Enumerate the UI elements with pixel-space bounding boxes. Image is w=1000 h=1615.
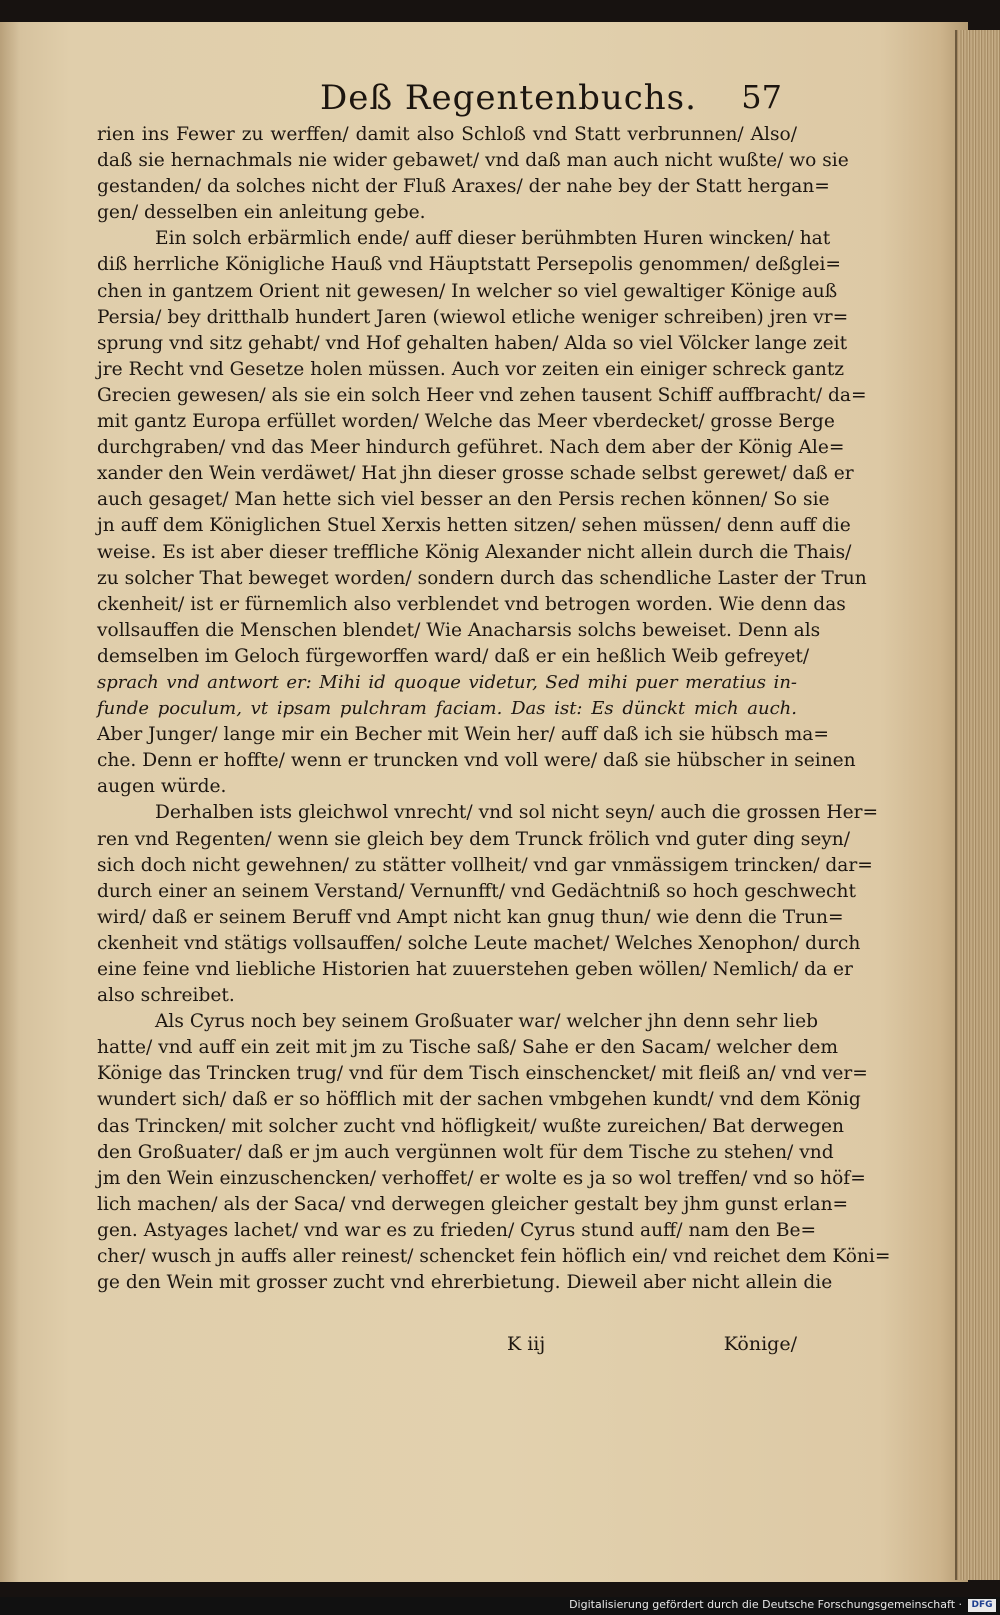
text-line: jn auff dem Königlichen Stuel Xerxis hetten sitzen/ sehen müssen/ denn auff die [97,515,851,537]
text-line: daß sie hernachmals nie wider gebawet/ vnd daß man auch nicht wußte/ wo sie [97,150,849,172]
text-line: xander den Wein verdäwet/ Hat jhn dieser grosse schade selbst gerewet/ daß er [97,463,854,485]
text-line: Könige das Trincken trug/ vnd für dem Tisch einschencket/ mit fleiß an/ vnd ver= [97,1063,868,1085]
running-title: Deß Regentenbuchs. [320,78,697,118]
text-line: durch einer an seinem Verstand/ Vernunfft/ vnd Gedächtniß so hoch geschwecht [97,880,856,902]
text-line: zu solcher That beweget worden/ sondern durch das schendliche Laster der Trun [97,567,867,589]
text-line: sprung vnd sitz gehabt/ vnd Hof gehalten haben/ Alda so viel Völcker lange zeit [97,332,848,354]
text-line: Als Cyrus noch bey seinem Großuater war/ welcher jhn denn sehr lieb [155,1011,819,1033]
text-line: durchgraben/ vnd das Meer hindurch geführet. Nach dem aber der König Ale= [97,437,845,459]
page-footer [97,1333,797,1363]
text-line: che. Denn er hoffte/ wenn er truncken vnd voll were/ daß sie hübscher in seinen [97,750,856,772]
text-line: gen/ desselben ein anleitung gebe. [97,202,426,224]
text-line: wird/ daß er seinem Beruff vnd Ampt nicht kan gnug thun/ wie denn die Trun= [97,906,844,928]
text-line: Ein solch erbärmlich ende/ auff dieser berühmbten Huren wincken/ hat [155,228,831,250]
page-edge-stack [955,30,1000,1580]
text-line: Aber Junger/ lange mir ein Becher mit Wein her/ auff daß ich sie hübsch ma= [97,724,829,746]
text-line: diß herrliche Königliche Hauß vnd Häuptstatt Persepolis genommen/ deßglei= [97,254,841,276]
text-line: eine feine vnd liebliche Historien hat zuuerstehen geben wöllen/ Nemlich/ da er [97,959,853,980]
text-line: Persia/ bey dritthalb hundert Jaren (wiewol etliche weniger schreiben) jren vr= [97,306,849,328]
text-line: sich doch nicht gewehnen/ zu stätter vollheit/ vnd gar vnmässigem trincken/ dar= [97,854,873,876]
text-line: weise. Es ist aber dieser treffliche König Alexander nicht allein durch die Thais/ [97,541,852,563]
text-line: gen. Astyages lachet/ vnd war es zu frieden/ Cyrus stund auff/ nam den Be= [97,1219,817,1241]
body-text [97,122,891,1296]
text-line: ren vnd Regenten/ wenn sie gleich bey dem Trunck frölich vnd guter ding seyn/ [97,828,850,850]
running-head [320,78,790,118]
text-line: ckenheit/ ist er fürnemlich also verblendet vnd betrogen worden. Wie denn das [97,593,846,615]
text-line: gestanden/ da solches nicht der Fluß Araxes/ der nahe bey der Statt hergan= [97,176,830,198]
dfg-logo: DFG [968,1599,996,1612]
text-line: das Trincken/ mit solcher zucht vnd höfligkeit/ wußte zureichen/ Bat derwegen [97,1115,845,1137]
text-line: rien ins Fewer zu werffen/ damit also Schloß vnd Statt verbrunnen/ Also/ [97,124,797,145]
text-line: vollsauffen die Menschen blendet/ Wie Anacharsis solchs beweiset. Denn als [97,619,821,641]
text-line: Derhalben ists gleichwol vnrecht/ vnd sol nicht seyn/ auch die grossen Her= [155,802,879,824]
digitization-credit-bar [0,1597,1000,1615]
text-line: ge den Wein mit grosser zucht vnd ehrerbietung. Dieweil aber nicht allein die [97,1272,833,1294]
text-line: wundert sich/ daß er so höfflich mit der sachen vmbgehen kundt/ vnd dem König [97,1089,861,1111]
text-line: mit gantz Europa erfüllet worden/ Welche das Meer vberdecket/ grosse Berge [97,411,835,433]
credit-text: Digitalisierung gefördert durch die Deutsche Forschungsgemeinschaft · [569,1598,962,1611]
signature-mark: K iij [507,1333,546,1355]
text-line: Grecien gewesen/ als sie ein solch Heer vnd zehen tausent Schiff auffbracht/ da= [97,384,867,406]
text-line: sprach vnd antwort er: Mihi id quoque videtur, Sed mihi puer meratius in- [97,671,797,693]
text-line: den Großuater/ daß er jm auch vergünnen wolt für dem Tische zu stehen/ vnd [97,1141,834,1163]
text-line: auch gesaget/ Man hette sich viel besser an den Persis rechen können/ So sie [97,489,830,511]
text-line: demselben im Geloch fürgeworffen ward/ daß er ein heßlich Weib gefreyet/ [97,645,810,667]
text-line: funde poculum, vt ipsam pulchram faciam. Das ist: Es dünckt mich auch. [97,698,797,720]
text-line: hatte/ vnd auff ein zeit mit jm zu Tische saß/ Sahe er den Sacam/ welcher dem [97,1037,839,1059]
text-line: ckenheit vnd stätigs vollsauffen/ solche Leute machet/ Welches Xenophon/ durch [97,932,861,954]
text-line: chen in gantzem Orient nit gewesen/ In welcher so viel gewaltiger Könige auß [97,280,838,302]
text-line: augen würde. [97,776,227,798]
text-line: also schreibet. [97,985,235,1007]
text-line: lich machen/ als der Saca/ vnd derwegen gleicher gestalt bey jhm gunst erlan= [97,1193,849,1215]
page-number: 57 [741,78,782,116]
text-line: cher/ wusch jn auffs aller reinest/ schencket fein höflich ein/ vnd reichet dem Köni= [97,1246,891,1268]
text-line: jre Recht vnd Gesetze holen müssen. Auch vor zeiten ein einiger schreck gantz [97,358,845,380]
catchword: Könige/ [723,1333,797,1355]
text-line: jm den Wein einzuschencken/ verhoffet/ er wolte es ja so wol treffen/ vnd so höf= [97,1167,866,1189]
